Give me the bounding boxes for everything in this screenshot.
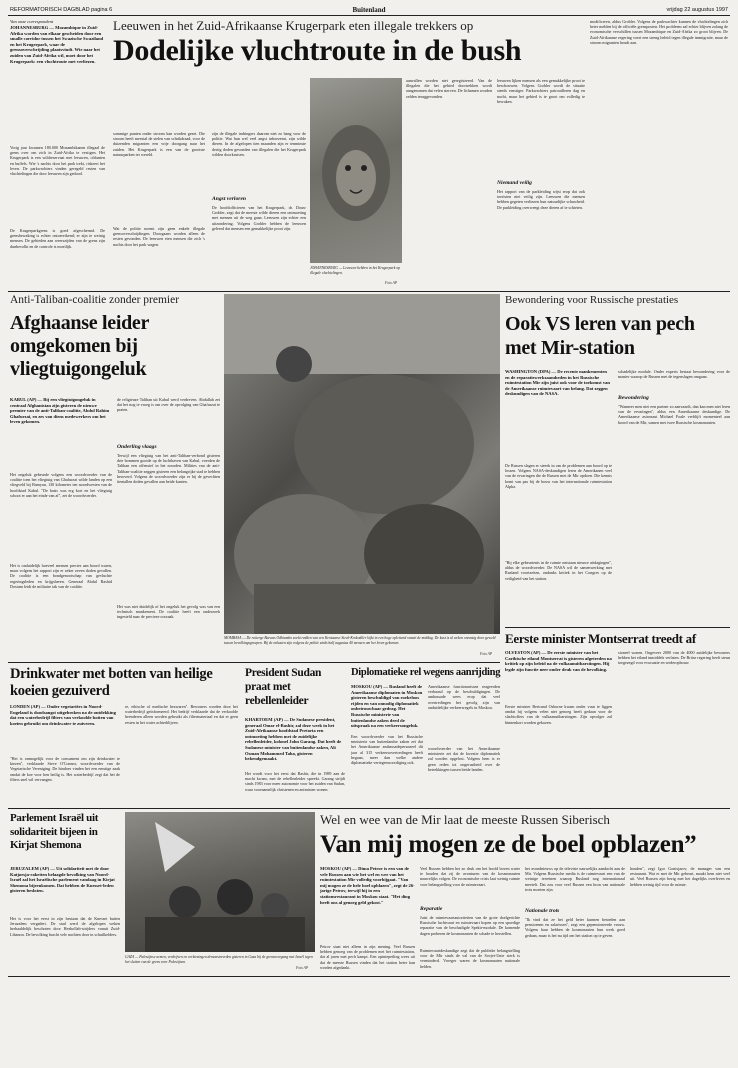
header-date: vrijdag 22 augustus 1997 <box>666 7 728 13</box>
kruger-body10: modificeren, aldus Grobler. Volgens de parkwachter kunnen de vluchtelingen zich beter melden bij de officiële grensposten. Het probleem zal echter blijven zolang de economische verschillen tussen Mozambique en Zuid-Afrika zo groot blijven. De Zuid-Afrikaanse regering voert een streng beleid tegen illegale immigratie, maar de stroom migranten houdt aan. <box>590 19 728 45</box>
mir-kicker: Wel en wee van de Mir laat de meeste Russen Siberisch <box>320 812 610 827</box>
diplo-lead: MOSKOU (AP) — Rusland heeft de Amerikaanse diplomaten in Moskou gisteren beschuldigd van roekeloos rijden en van onnodig diplomatiek onbetrouwbaar gedrag. Het Russische ministerie van buitenlandse zaken deed de uitspraak na een verkeersongeluk. <box>351 684 423 729</box>
sudan-body1: Het wordt voor het eerst dat Bashir, die in 1989 aan de macht kwam, met de rebellenleider spreekt. Garang strijdt sinds 1983 voor meer autonomie voor het zuiden van Sudan, waar voornamelijk christenen en animisten wonen. <box>245 771 345 792</box>
mir-body4: Ruimtevaartdeskundige zegt dat de publieke belangstelling voor de Mir sinds de val van de Sovjet-Unie sterk is verminderd. Vroeger waren de kosmonauten nationale helden. <box>420 948 520 969</box>
montserrat-body2: sioneel wonen. Ongeveer 2000 van de 4000 zuidelijke bewoners hebben het eiland inmiddels verlaten. De Britse regering heeft steun toegezegd voor evacuatie en wederopbouw. <box>618 650 730 666</box>
kruger-subhead2: Niemand veilig <box>497 180 532 186</box>
diplo-headline: Diplomatieke rel wegens aanrijding <box>351 667 501 678</box>
kruger-body1: Vorig jaar kwamen 180.000 Mozambikanen illegaal de grens over om zich in Zuid-Afrika te vestigen. Het Krugerpark is een wildreservaat met leeuwen, olifanten en buffels. Wie 's nachts door het park trekt, riskeert het leven. De parkwachters vinden geregeld resten van vluchtelingen die door leeuwen zijn gedood. <box>10 145 105 177</box>
diplo-body3: woordvoerder van het Amerikaanse ministerie zei dat de kwestie diplomatiek zal worden opgelost. Volgens hem is er geen reden tot ongerustheid over de betrekkingen tussen beide landen. <box>428 746 500 772</box>
mirpech-body2: "Bij elke gebeurtenis in de ruimte ontstaan nieuwe uitdagingen", aldus de woordvoerder. De NASA wil de samenwerking met Rusland voortzetten, ondanks kritiek in het Congres op de veiligheid van het station. <box>505 560 612 581</box>
israel-headline: Parlement Israël uit solidariteit bijeen in Kirjat Shemona <box>10 812 99 851</box>
page-header <box>8 6 730 16</box>
montserrat-headline: Eerste minister Montserrat treedt af <box>505 631 696 646</box>
kruger-byline: Van onze correspondent <box>10 19 54 24</box>
kruger-body8: leeuwen lijken mensen als een gemakkelijke prooi te beschouwen. Volgens Grobler wordt de situatie steeds ernstiger. Parkwachters patrouilleren dag en nacht, maar het gebied is te groot om volledig te bewaken. <box>497 78 585 104</box>
afghan-body4: Terwijl een vliegtuig van het anti-Taliban-verbond gisteren drie bommen gooide op de luchthaven van Kabul, voerden de Taliban een offensief in het noorden. Milities van de anti-Taliban-coalitie zeggen gisteren een belangrijke stad te hebben heroverd. Volgens de woordvoerder zijn er bij de gevechten tientallen doden gevallen aan beide kanten. <box>117 453 220 485</box>
drinkwater-lead: LONDEN (AP) — Onder vegetariërs in Noord-Engeland is doodsangst uitgebroken na de ontdekking dat een waterbedrijf filters van verkoolde botten van koeien gebruikt om drinkwater te zuiveren. <box>10 704 116 726</box>
kruger-photo-credit: Foto AP <box>385 281 398 285</box>
divider <box>8 976 730 977</box>
afghan-body1: Het ongeluk gebeurde volgens een woordvoerder van de coalitie toen het vliegtuig van Ghafurzai wilde landen op een vliegveld bij Bamyan, 130 kilometer ten noordwesten van de hoofdstad Kabul. "De basis was erg kort en het vliegtuig schoot er aan het einde van af", zei de woordvoerder. <box>10 472 112 498</box>
divider <box>8 662 500 663</box>
mir-body6: "Ik vind dat ze het geld beter kunnen besteden aan pensioenen en salarissen", zegt een gepensioneerde vrouw. Volgens haar hebben de kosmonauten hun werk goed gedaan, maar is het nu tijd om het station op te geven. <box>525 917 625 938</box>
kruger-lead: JOHANNESBURG — Mozambique in Zuid-Afrika worden van elkaar gescheiden door een smalle corridor tussen het Swazische Swaziland en het Krugerpark, waar de grensoverschrijding plaatsvindt. Wie naar het zuiden van Zuid-Afrika wil, moet door het Krugerpark: een vluchtroute met verliezen. <box>10 25 104 64</box>
mombasa-photo <box>224 294 500 634</box>
divider <box>8 808 730 809</box>
mirpech-lead: WASHINGTON (DPA) — De recente mankementen en de reparatiewerkzaamheden in het Russische ruimtestation Mir zijn juist ook voor de toekomst van de Amerikaanse ruimtevaart van belang. Dat zeggen deskundigen van de NASA. <box>505 369 610 397</box>
sudan-headline: President Sudan praat met rebellenleider <box>245 667 322 707</box>
drinkwater-body1: "Het is onmogelijk voor de consument om zijn drinkwater te kiezen", verklaarde Steve O'Connor, woordvoerder van de Vegetarische Vereniging. De hindoes vinden het een ernstige zaak omdat de koe voor hen heilig is. Het waterbedrijf zegt dat het de filters snel wil vervangen. <box>10 756 120 782</box>
kruger-body3: sommige punten onder stroom kan worden gezet. Die stroom heeft meestal de stelen van schrikdraad, voor de duizenden migranten een vrije doorgang naar het zuiden. Het Krugerpark is een van de grootste natuurparken ter wereld. <box>113 131 205 157</box>
diplo-body1: Een woordvoerder van het Russische ministerie van buitenlandse zaken zei dat het Amerikaanse ambassadepersoneel dit jaar al 315 verkeersovertredingen heeft begaan, meer dan welke andere diplomatieke vertegenwoordiging ook. <box>351 734 423 766</box>
kruger-photo-caption: JOHANNESBURG — Leeuwen hebben in het Krugerpark op illegale vluchtelingen. <box>310 266 401 275</box>
mombasa-caption: MOMBASA — De ruiterge Barwas Odhiambo zoekt redden van een Keniaanse Steek-Krokodiler kijkt in een hoge oplettend vanuit de middag. De kust is al weken onrustig door geweld tussen bevolkingsgroepen. Bij de onlusten zijn volgens de politie sinds half augustus 40 mensen om het leven gekomen. <box>224 636 496 645</box>
kruger-body4: Wat de politie noemt zijn geen enkele illegale grensoverschrijdingen. Doorgaans worden alleen de resten gevonden. De leeuwen eten mensen die zich 's nachts door het park wagen. <box>113 226 205 247</box>
mir-lead: MOSKOU (AP) — Dima Petrov is een van de vele Russen aan wie het wel en wee van het ruimtestation Mir volledig voorbijgaat. "Van mij mogen ze de hele boel opblazen", zegt de 26-jarige Petrov, terwijl hij in een stationsrestaurant in Moskou staat. "Het ding heeft ons al genoeg geld gekost." <box>320 866 415 905</box>
mir-body5: het avondnieuws op de televisie nauwelijks aandacht aan de Mir. Volgens Russische media is de ruimtevaart een van de weinige terreinen waarop Rusland nog internationaal meetelt. Dat zou voor veel Russen een bron van nationale trots moeten zijn. <box>525 866 625 892</box>
gaza-image <box>125 812 315 952</box>
afghan-body3: de religieuze Taliban uit Kabul werd verdreven. Abdullah zei dat het nog te vroeg is om over de opvolging van Ghafurzai te praten. <box>117 397 220 413</box>
section-title: Buitenland <box>352 6 386 14</box>
mir-subhead: Reparatie <box>420 906 443 912</box>
mir-subhead2: Nationale trots <box>525 908 560 914</box>
kruger-body5: zijn de illegale indringers daarom niet zo bang voor de politie. Wat hun wel veel angst inboezemt, zijn wilde dieren. In de afgelopen tien maanden zijn er tenminste dertig doden gevonden van illegalen die het Krugerpark wilden doorkruisen. <box>212 131 306 157</box>
kruger-body9: Het rapport van de parkleiding wijst erop dat ook toeristen niet veilig zijn. Leeuwen die mensen hebben gegeten verliezen hun natuurlijke schuwheid. De parkleiding overweegt deze dieren af te schieten. <box>497 189 585 210</box>
mirpech-kicker: Bewondering voor Russische prestaties <box>505 294 679 306</box>
divider <box>8 291 730 292</box>
israel-lead: JERUZALEM (AP) — Uit solidariteit met de door Katjoesja-raketten belaagde bevolking van Noord-Israël zal het Israëlische parlement vandaag in Kirjat Shemona bijeenkomen. Dat hebben de Knesset-leden gisteren besloten. <box>10 866 115 894</box>
afghan-body5: Het was niet duidelijk of het ongeluk het gevolg was van een technisch mankement. De coalitie heeft een onderzoek ingesteld naar de precieze oorzaak. <box>117 604 220 620</box>
montserrat-lead: OLVESTON (AP) — De eerste minister van het Caribische eiland Montserrat is gisteren afgetreden na kritiek op zijn beleid na de vulkaanuitbarstingen. Hij legde zijn functie neer onder druk van de bevolking. <box>505 650 612 672</box>
mir-body3: Juist de ruimtevaartautoriteiten van de grote doelgerichte Russische luchtvaart en ruimtevaart hopen op een spoedige reparatie van de beschadigde Spektr-module. De komende dagen proberen de kosmonauten de schade te herstellen. <box>420 915 520 936</box>
divider <box>505 627 730 628</box>
mirpech-headline: Ook VS leren van pech met Mir-station <box>505 313 695 359</box>
kruger-body7: aanvallen worden niet geregistreerd. Van de illegalen die het gebied doortrekken wordt aangenomen dat velen sterven. De lichamen worden zelden teruggevonden. <box>406 78 492 99</box>
diplo-body2: Amerikaanse functionarissen reageerden verbaasd op de beschuldigingen. De ambassade wees erop dat veel overtredingen het gevolg zijn van onduidelijke verkeersregels in Moskou. <box>428 684 500 710</box>
lion-image <box>310 78 402 263</box>
mombasa-image <box>224 294 500 634</box>
mirpech-subhead: Bewondering <box>618 395 649 401</box>
drinkwater-headline: Drinkwater met botten van heilige koeien gezuiverd <box>10 666 213 699</box>
header-left: REFORMATORISCH DAGBLAD pagina 6 <box>10 7 113 13</box>
mir-body1: Petrov staat niet alleen in zijn mening. Veel Russen hebben genoeg van de problemen met het ruimtestation, dat al jaren met pech kampt. Een opiniepeiling wees uit dat de meeste Russen vinden dat het station beter kan worden afgedankt. <box>320 944 415 970</box>
mir-body7: houden", zegt Igor Gontsjarov, de manager van een restaurant. Wat er met de Mir gebeurt, maakt hem niet veel uit. Veel Russen zijn bezig met het dagelijks overleven en hebben weinig tijd voor de ruimte. <box>630 866 730 887</box>
israel-body1: Het is voor het eerst in zijn bestaan dat de Knesset buiten Jeruzalem vergadert. De stad werd de afgelopen weken herhaaldelijk beschoten door Hezbollah-strijders vanuit Zuid-Libanon. De bevolking bracht vele nachten door in schuilkelders. <box>10 916 120 937</box>
mombasa-photo-credit: Foto AP <box>480 652 493 656</box>
sudan-lead: KHARTOEM (AP) — De Sudanese president, generaal Omar el-Bashir, zal deze week in het Zuid-Afrikaanse hoofdstad Pretoria een ontmoeting hebben met de zuidelijke rebellenleider, kolonel John Garang. Dat heeft de Sudanese minister van buitenlandse zaken, Ali Osman Mohammed Taha, gisteren bekendgemaakt. <box>245 717 342 762</box>
afghan-kicker: Anti-Taliban-coalitie zonder premier <box>10 294 180 306</box>
lion-photo <box>310 78 402 263</box>
gaza-photo <box>125 812 315 952</box>
israel-photo-caption: GAZA — Palestijnse armen, verdrijven en verkiezingen demonstreerden gisteren in Gaza bij de grensovergang met Israël tegen het sluiten van de grens voor Palestijnen. <box>125 955 313 964</box>
afghan-lead: KABUL (AP) — Bij een vliegtuigongeluk in centraal Afghanistan zijn gisteren de nieuwe premier van de anti-Taliban-coalitie, Abdul Rahim Ghafurzai, en zes van diens medewerkers om het leven gekomen. <box>10 397 110 425</box>
afghan-subhead: Onderling vlaags <box>117 444 157 450</box>
mir-body2: Veel Russen hebben het zo druk om het hoofd boven water te houden dat zij de avonturen van de kosmonauten nauwelijks volgen. De economische crisis laat weinig ruimte voor belangstelling voor de ruimtevaart. <box>420 866 520 887</box>
afghan-body2: Het is onduidelijk hoeveel mensen precies aan boord waren, maar volgens het rapport zijn er zeker zeven doden gevallen. De coalitie is een bondgenootschap van gevluchte regeringsleden en krijgsheren. Generaal Abdul Rashid Dostum leidt de militaire tak van de coalitie. <box>10 563 112 589</box>
kruger-subhead: Angst verloren <box>212 196 247 202</box>
montserrat-body1: Eerste minister Bertrand Osborne kwam onder vuur te liggen omdat hij volgens velen niet genoeg heeft gedaan voor de slachtoffers van de vulkaanuitbarstingen. Zijn opvolger zal binnenkort worden gekozen. <box>505 704 612 725</box>
afghan-headline: Afghaanse leider omgekomen bij vliegtuigongeluk <box>10 312 149 380</box>
kruger-kicker: Leeuwen in het Zuid-Afrikaanse Krugerpark eten illegale trekkers op <box>113 18 474 33</box>
kruger-body2: De Krugerparkgrens is goed afgeschermd. De grensbewaking is echter ontoereikend; er zijn te weinig mensen. De gebieden aan weerszijden van de grens zijn dunbevolkt en de controle is moeilijk. <box>10 228 105 249</box>
drinkwater-body2: re, ethische of medische bezwaren". Bewoners worden door het waterbedrijf geïnformeerd. Het bedrijf verklaarde dat de verkoolde beenderen alleen worden gebruikt als filtermateriaal en dat er geen resten in het water achterblijven. <box>125 704 238 725</box>
mirpech-body3: schadelijke module. Onder experts bestaat bewondering voor de manier waarop de Russen met de tegenslagen omgaan. <box>618 369 730 380</box>
kruger-headline: Dodelijke vluchtroute in de bush <box>113 34 522 67</box>
israel-photo-credit: Foto AP <box>296 966 309 970</box>
mirpech-body1: De Russen slagen er steeds in om de problemen aan boord op te lossen. Volgens NASA-deskundigen leren de Amerikanen veel van de ervaringen die de Russen met de Mir opdoen. Die kennis komt van pas bij de bouw van het internationale ruimtestation Alpha. <box>505 463 612 489</box>
kruger-body6: De hoofdofficieren van het Krugerpark, dr. Douw Grobler, zegt dat de meeste wilde dieren een ontmoeting met mensen uit de weg gaan. Leeuwen zijn echter een uitzondering. Volgens Grobler hebben de leeuwen geleerd dat mensen een gemakkelijke prooi zijn. <box>212 205 306 231</box>
mirpech-body4: "Wanneer men niet een partner zo aanvaardt, dan kan men niet leren van de ervaringen", aldus een Amerikaanse deskundige. De Amerikaanse astronaut Michael Foale verblijft momenteel aan boord van de Mir, samen met twee Russische kosmonauten. <box>618 404 730 425</box>
mir-headline: Van mij mogen ze de boel opblazen” <box>320 831 697 858</box>
